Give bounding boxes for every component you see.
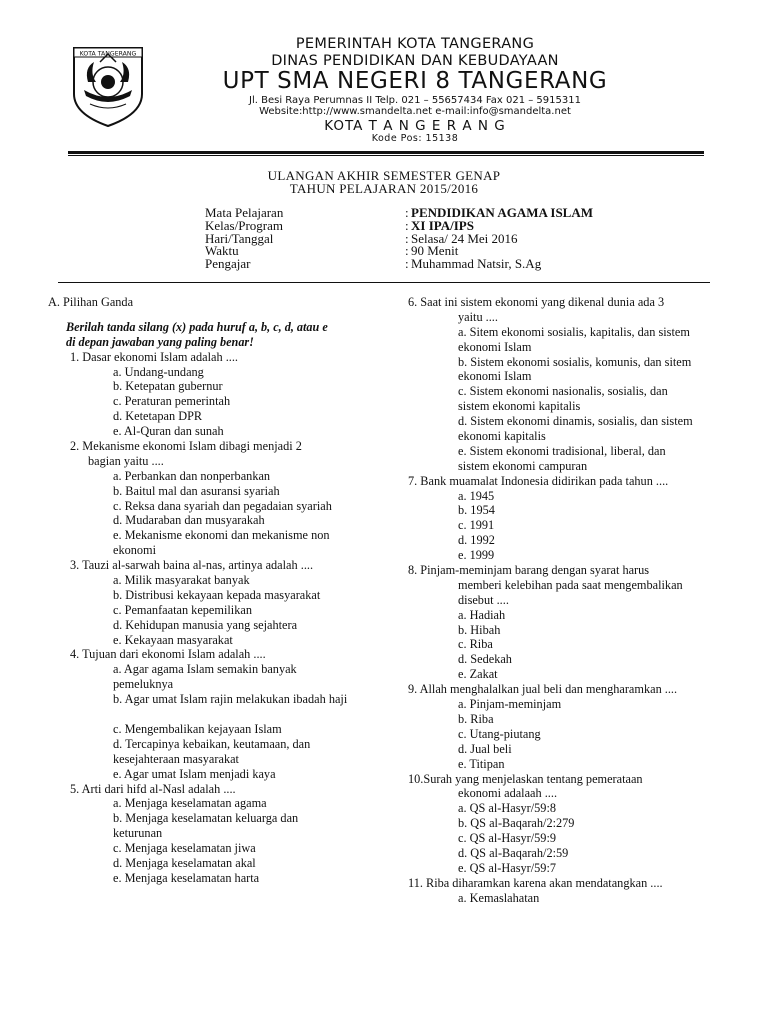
- question-9: 9. Allah menghalalkan jual beli dan mengharamkan ....: [408, 682, 678, 697]
- option: c. Mengembalikan kejayaan Islam: [113, 721, 282, 736]
- info-label: Waktu: [205, 243, 239, 259]
- left-column: [48, 295, 376, 886]
- option: a. Hadiah: [458, 607, 506, 622]
- option: d. Jual beli: [458, 741, 512, 756]
- info-label: Kelas/Program: [205, 217, 283, 233]
- info-colon: :: [405, 243, 409, 259]
- question-8: 8. Pinjam-meminjam barang dengan syarat harus: [408, 563, 650, 578]
- option: a. Undang-undang: [113, 364, 204, 379]
- option: e. Sistem ekonomi tradisional, liberal, dan: [458, 443, 666, 458]
- option: e. Mekanisme ekonomi dan mekanisme non: [113, 528, 330, 543]
- question-3: 3. Tauzi al-sarwah baina al-nas, artinya adalah ....: [70, 558, 314, 573]
- option-continuation: keturunan: [113, 826, 163, 841]
- option: a. Sitem ekonomi sosialis, kapitalis, dan sistem: [458, 324, 690, 339]
- option: a. Agar agama Islam semakin banyak: [113, 662, 297, 677]
- option: d. Ketetapan DPR: [113, 409, 203, 424]
- option: b. Riba: [458, 711, 494, 726]
- spacer: [48, 707, 376, 722]
- option-continuation: pemeluknya: [113, 677, 174, 692]
- option: d. Tercapinya kebaikan, keutamaan, dan: [113, 736, 311, 751]
- option: c. Utang-piutang: [458, 726, 541, 741]
- option: d. Sistem ekonomi dinamis, sosialis, dan sistem: [458, 414, 693, 429]
- logo-banner-text: KOTA TANGERANG: [79, 50, 137, 58]
- option: b. 1954: [458, 503, 495, 518]
- question-5: 5. Arti dari hifd al-Nasl adalah ....: [70, 781, 236, 796]
- option: c. Riba: [458, 637, 493, 652]
- option-continuation: ekonomi kapitalis: [458, 429, 546, 444]
- info-colon: :: [405, 256, 409, 272]
- option: c. Menjaga keselamatan jiwa: [113, 841, 256, 856]
- option: a. Menjaga keselamatan agama: [113, 796, 267, 811]
- option: a. 1945: [458, 488, 495, 503]
- spacer: [48, 310, 376, 320]
- option-continuation: kesejahteraan masyarakat: [113, 751, 239, 766]
- option-continuation: ekonomi: [113, 543, 157, 558]
- city-emblem-logo: [70, 42, 146, 128]
- option: d. QS al-Baqarah/2:59: [458, 845, 569, 860]
- question-10: 10.Surah yang menjelaskan tentang pemerataan: [408, 771, 643, 786]
- info-row-teacher: [205, 258, 593, 271]
- option-continuation: sistem ekonomi kapitalis: [458, 399, 581, 414]
- option: c. Peraturan pemerintah: [113, 394, 231, 409]
- option: a. QS al-Hasyr/59:8: [458, 801, 557, 816]
- department-name: DINAS PENDIDIKAN DAN KEBUDAYAAN: [271, 53, 559, 69]
- question-continuation: ekonomi adalaah ....: [458, 786, 558, 801]
- option: e. Titipan: [458, 756, 505, 771]
- option: c. QS al-Hasyr/59:9: [458, 831, 557, 846]
- question-6: 6. Saat ini sistem ekonomi yang dikenal dunia ada 3: [408, 295, 665, 309]
- question-11: 11. Riba diharamkan karena akan mendatangkan ....: [408, 875, 663, 890]
- question-continuation: yaitu ....: [458, 309, 498, 324]
- option: d. Kehidupan manusia yang sejahtera: [113, 617, 298, 632]
- option: c. Pemanfaatan kepemilikan: [113, 602, 252, 617]
- option: d. Menjaga keselamatan akal: [113, 855, 256, 870]
- option: e. Menjaga keselamatan harta: [113, 870, 260, 885]
- info-value: Selasa/ 24 Mei 2016: [411, 230, 518, 246]
- question-continuation: bagian yaitu ....: [88, 453, 164, 468]
- option: e. 1999: [458, 548, 495, 563]
- option: e. Agar umat Islam menjadi kaya: [113, 766, 276, 781]
- option: b. Baitul mal dan asuransi syariah: [113, 483, 280, 498]
- option: b. QS al-Baqarah/2:279: [458, 816, 575, 831]
- info-divider: [58, 282, 710, 283]
- option: c. Sistem ekonomi nasionalis, sosialis, dan: [458, 384, 668, 399]
- info-colon: :: [405, 230, 409, 246]
- instruction-line: di depan jawaban yang paling benar!: [66, 334, 254, 349]
- option: b. Hibah: [458, 622, 501, 637]
- option: c. 1991: [458, 518, 495, 533]
- exam-year: TAHUN PELAJARAN 2015/2016: [289, 181, 479, 196]
- header-divider-thin: [68, 155, 704, 156]
- question-1: 1. Dasar ekonomi Islam adalah ....: [70, 349, 239, 364]
- question-continuation: disebut ....: [458, 592, 509, 607]
- option: d. Mudaraban dan musyarakah: [113, 513, 265, 528]
- info-colon: :: [405, 205, 409, 220]
- option: b. Ketepatan gubernur: [113, 379, 223, 394]
- question-continuation: memberi kelebihan pada saat mengembalikan: [458, 577, 683, 592]
- option: a. Perbankan dan nonperbankan: [113, 468, 271, 483]
- exam-info: [205, 207, 593, 271]
- school-address: Jl. Besi Raya Perumnas II Telp. 021 – 55657434 Fax 021 – 5915311: [249, 95, 581, 106]
- school-name: UPT SMA NEGERI 8 TANGERANG: [222, 68, 608, 94]
- section-heading: A. Pilihan Ganda: [48, 295, 134, 309]
- option: e. Al-Quran dan sunah: [113, 424, 224, 439]
- option: a. Milik masyarakat banyak: [113, 573, 250, 588]
- option: b. Menjaga keselamatan keluarga dan: [113, 811, 299, 826]
- option-continuation: ekonomi Islam: [458, 339, 532, 354]
- info-colon: :: [405, 217, 409, 233]
- postal-code: Kode Pos: 15138: [371, 133, 459, 144]
- option: a. Pinjam-meminjam: [458, 697, 562, 712]
- option: b. Distribusi kekayaan kepada masyarakat: [113, 587, 321, 602]
- option: c. Reksa dana syariah dan pegadaian syariah: [113, 498, 332, 513]
- option: a. Kemaslahatan: [458, 890, 540, 905]
- option: e. QS al-Hasyr/59:7: [458, 860, 557, 875]
- info-label: Pengajar: [205, 256, 251, 272]
- government-name: PEMERINTAH KOTA TANGERANG: [295, 36, 535, 52]
- header-divider-thick: [68, 151, 704, 154]
- right-column: [408, 295, 738, 906]
- city-name: KOTA T A N G E R A N G: [324, 118, 506, 134]
- question-7: 7. Bank muamalat Indonesia didirikan pada tahun ....: [408, 473, 669, 488]
- option: b. Agar umat Islam rajin melakukan ibadah haji: [113, 692, 348, 707]
- option-continuation: sistem ekonomi campuran: [458, 458, 588, 473]
- info-label: Mata Pelajaran: [205, 205, 284, 220]
- info-value: PENDIDIKAN AGAMA ISLAM: [411, 205, 594, 220]
- option: e. Zakat: [458, 667, 498, 682]
- exam-title: ULANGAN AKHIR SEMESTER GENAP: [267, 168, 501, 183]
- info-label: Hari/Tanggal: [205, 230, 274, 246]
- option: e. Kekayaan masyarakat: [113, 632, 233, 647]
- question-4: 4. Tujuan dari ekonomi Islam adalah ....: [70, 647, 266, 662]
- info-row-date: [205, 230, 593, 246]
- instruction-line: Berilah tanda silang (x) pada huruf a, b, c, d, atau e: [66, 319, 328, 334]
- question-2: 2. Mekanisme ekonomi Islam dibagi menjadi 2: [70, 439, 302, 454]
- option: d. 1992: [458, 533, 495, 548]
- info-value: 90 Menit: [411, 243, 459, 259]
- info-value: Muhammad Natsir, S.Ag: [411, 256, 542, 272]
- info-value: XI IPA/IPS: [411, 217, 474, 233]
- school-website: Website:http://www.smandelta.net e-mail:info@smandelta.net: [259, 106, 571, 117]
- option-continuation: ekonomi Islam: [458, 369, 532, 384]
- option: b. Sistem ekonomi sosialis, komunis, dan sitem: [458, 354, 692, 369]
- option: d. Sedekah: [458, 652, 512, 667]
